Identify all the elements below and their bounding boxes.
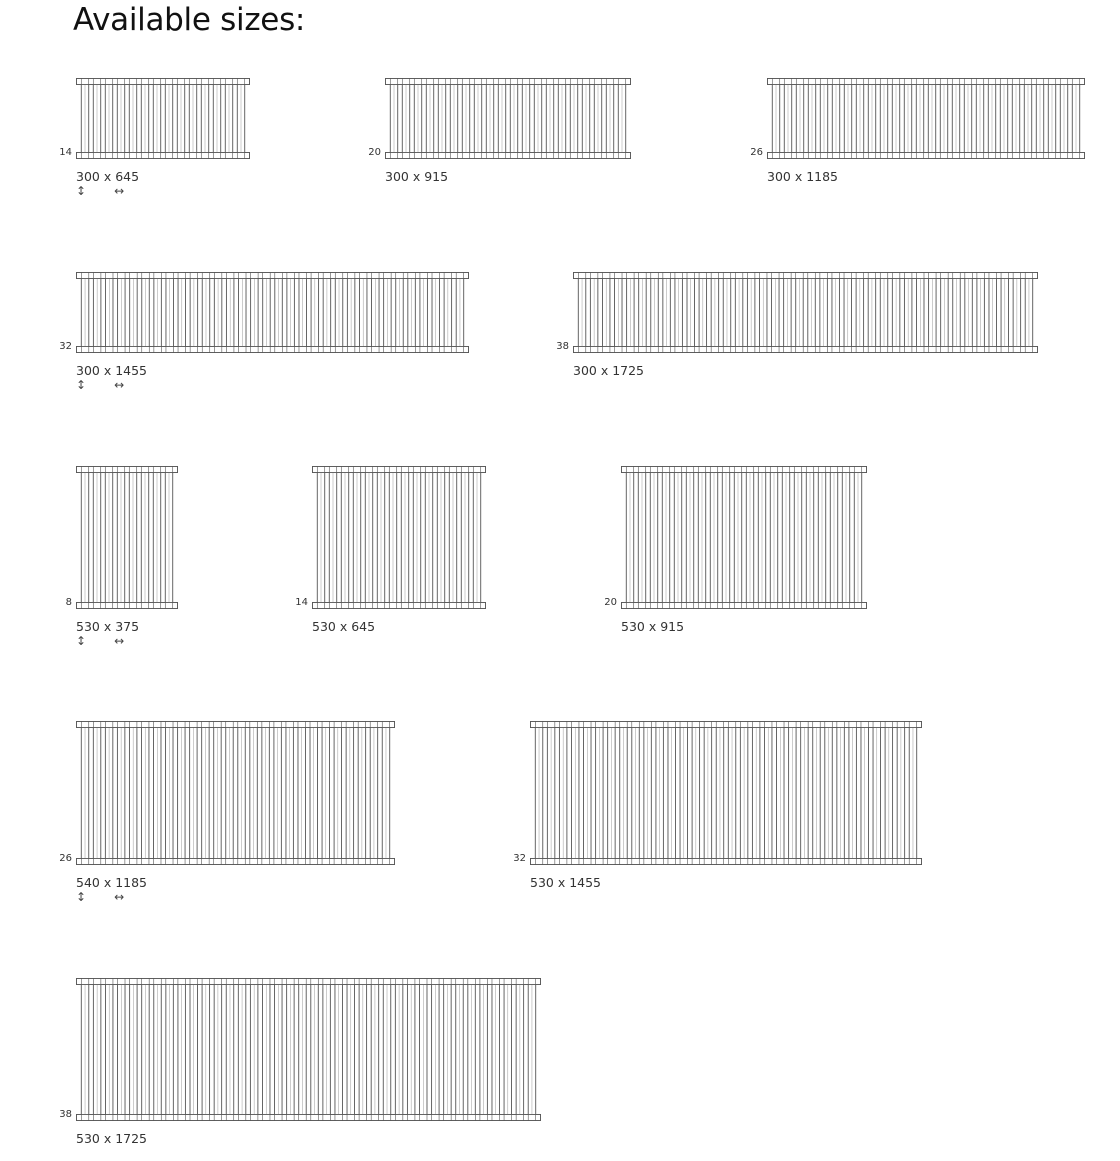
section-count-label: 20 xyxy=(368,147,381,158)
radiator-drawing xyxy=(767,78,1085,159)
section-count-label: 26 xyxy=(59,853,72,864)
size-dimensions-label: 300 x 1455 xyxy=(76,363,148,378)
radiator-bottom-collector-outline xyxy=(77,347,469,353)
dimension-icons xyxy=(76,378,124,392)
radiator-top-collector-outline xyxy=(531,722,922,728)
size-dimensions-label: 530 x 1725 xyxy=(76,1131,148,1146)
radiator-size-item xyxy=(59,78,250,199)
radiator-bottom-collector-outline xyxy=(313,603,486,609)
size-dimensions-label: 530 x 1455 xyxy=(530,875,602,890)
radiator-drawing xyxy=(621,466,867,609)
section-count-label: 8 xyxy=(65,597,72,608)
radiator-size-item xyxy=(295,466,486,649)
radiator-top-collector-outline xyxy=(574,273,1038,279)
size-dimensions-label: 530 x 645 xyxy=(312,619,376,634)
dimension-icons xyxy=(76,890,124,904)
radiator-drawing xyxy=(573,272,1038,353)
radiator-drawing xyxy=(76,721,395,865)
height-arrow-icon: ↕ xyxy=(76,634,87,648)
radiator-drawing xyxy=(76,978,541,1121)
size-dimensions-label: 540 x 1185 xyxy=(76,875,148,890)
size-dimensions-label: 530 x 375 xyxy=(76,619,140,634)
radiator-size-item xyxy=(65,466,178,649)
section-count-label: 32 xyxy=(513,853,526,864)
radiator-bottom-collector-outline xyxy=(77,603,178,609)
dimension-icons xyxy=(76,184,124,198)
radiator-top-collector-outline xyxy=(77,722,395,728)
radiator-size-item xyxy=(750,78,1085,199)
radiator-drawing xyxy=(76,272,469,353)
radiator-top-collector-outline xyxy=(77,273,469,279)
width-arrow-icon: ↔ xyxy=(114,634,125,648)
width-arrow-icon: ↔ xyxy=(114,378,125,392)
radiator-size-item xyxy=(59,272,469,393)
size-dimensions-label: 530 x 915 xyxy=(621,619,685,634)
section-count-label: 20 xyxy=(604,597,617,608)
width-arrow-icon: ↔ xyxy=(114,890,125,904)
radiator-bottom-collector-outline xyxy=(531,859,922,865)
radiator-bottom-collector-outline xyxy=(77,1115,541,1121)
radiator-size-item xyxy=(556,272,1038,393)
radiator-top-collector-outline xyxy=(77,979,541,985)
radiator-bottom-collector-outline xyxy=(77,859,395,865)
section-count-label: 38 xyxy=(59,1109,72,1120)
radiator-size-item xyxy=(513,721,922,905)
size-dimensions-label: 300 x 915 xyxy=(385,169,449,184)
size-dimensions-label: 300 x 1185 xyxy=(767,169,839,184)
height-arrow-icon: ↕ xyxy=(76,184,87,198)
dimension-icons xyxy=(76,634,124,648)
radiator-drawing xyxy=(76,466,178,609)
size-dimensions-label: 300 x 1725 xyxy=(573,363,645,378)
radiator-top-collector-outline xyxy=(77,467,178,473)
section-count-label: 14 xyxy=(295,597,308,608)
radiator-drawing xyxy=(312,466,486,609)
section-count-label: 14 xyxy=(59,147,72,158)
radiator-bottom-collector-outline xyxy=(386,153,631,159)
radiator-top-collector-outline xyxy=(386,79,631,85)
radiator-drawing xyxy=(76,78,250,159)
section-count-label: 26 xyxy=(750,147,763,158)
page-title: Available sizes: xyxy=(73,2,306,38)
radiator-drawing xyxy=(385,78,631,159)
height-arrow-icon: ↕ xyxy=(76,378,87,392)
radiator-top-collector-outline xyxy=(768,79,1085,85)
section-count-label: 38 xyxy=(556,341,569,352)
radiator-bottom-collector-outline xyxy=(768,153,1085,159)
radiator-top-collector-outline xyxy=(77,79,250,85)
radiator-bottom-collector-outline xyxy=(622,603,867,609)
radiator-size-item xyxy=(368,78,631,199)
radiator-drawing xyxy=(530,721,922,865)
width-arrow-icon: ↔ xyxy=(114,184,125,198)
radiator-top-collector-outline xyxy=(313,467,486,473)
radiator-top-collector-outline xyxy=(622,467,867,473)
height-arrow-icon: ↕ xyxy=(76,890,87,904)
radiator-size-item xyxy=(59,721,395,905)
section-count-label: 32 xyxy=(59,341,72,352)
radiator-size-item xyxy=(604,466,867,649)
radiator-bottom-collector-outline xyxy=(77,153,250,159)
radiator-size-item xyxy=(59,978,541,1161)
radiator-bottom-collector-outline xyxy=(574,347,1038,353)
size-dimensions-label: 300 x 645 xyxy=(76,169,140,184)
